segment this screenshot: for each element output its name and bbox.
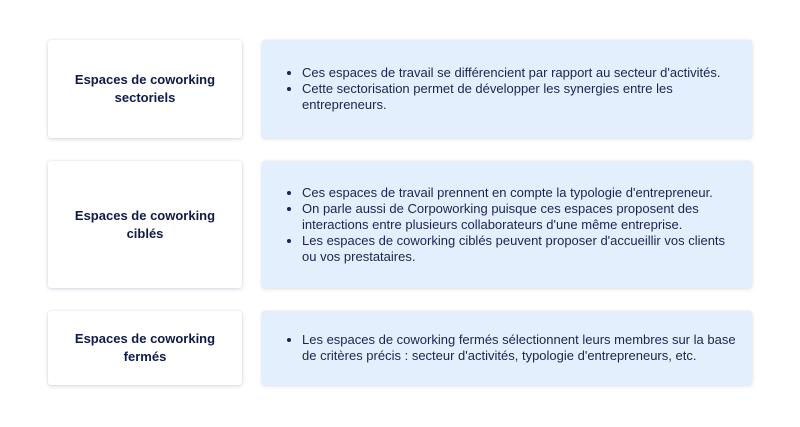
description-card-cibles [262,161,752,288]
list-item: • Les espaces de coworking fermés sélectionnent leurs membres sur la base de critères précis : secteur d'activités, typologie d'entrepreneurs, etc. [302,332,742,364]
list-item: • Ces espaces de travail se différencient par rapport au secteur d'activités. [302,65,742,81]
list-item: • Cette sectorisation permet de développer les synergies entre les entrepreneurs. [302,81,742,113]
label-card-sectoriels [48,40,242,138]
row-sectoriels [48,40,752,138]
row-fermes [48,311,752,385]
description-card-fermes [262,311,752,385]
description-list [262,332,742,364]
label-card-fermes [48,311,242,385]
row-title: Espaces de coworking fermés [74,331,216,364]
list-item: • On parle aussi de Corpoworking puisque ces espaces proposent des interactions entre plusieurs collaborateurs d'une même entreprise. [302,201,742,233]
list-item: • Les espaces de coworking ciblés peuvent proposer d'accueillir vos clients ou vos prestataires. [302,233,742,265]
description-list [262,65,742,113]
label-card-cibles [48,161,242,288]
row-cibles [48,161,752,288]
row-title: Espaces de coworking ciblés [74,207,216,241]
row-title: Espaces de coworking sectoriels [74,72,216,105]
list-item: • Ces espaces de travail prennent en compte la typologie d'entrepreneur. [302,185,742,201]
description-list [262,185,742,265]
description-card-sectoriels [262,40,752,138]
